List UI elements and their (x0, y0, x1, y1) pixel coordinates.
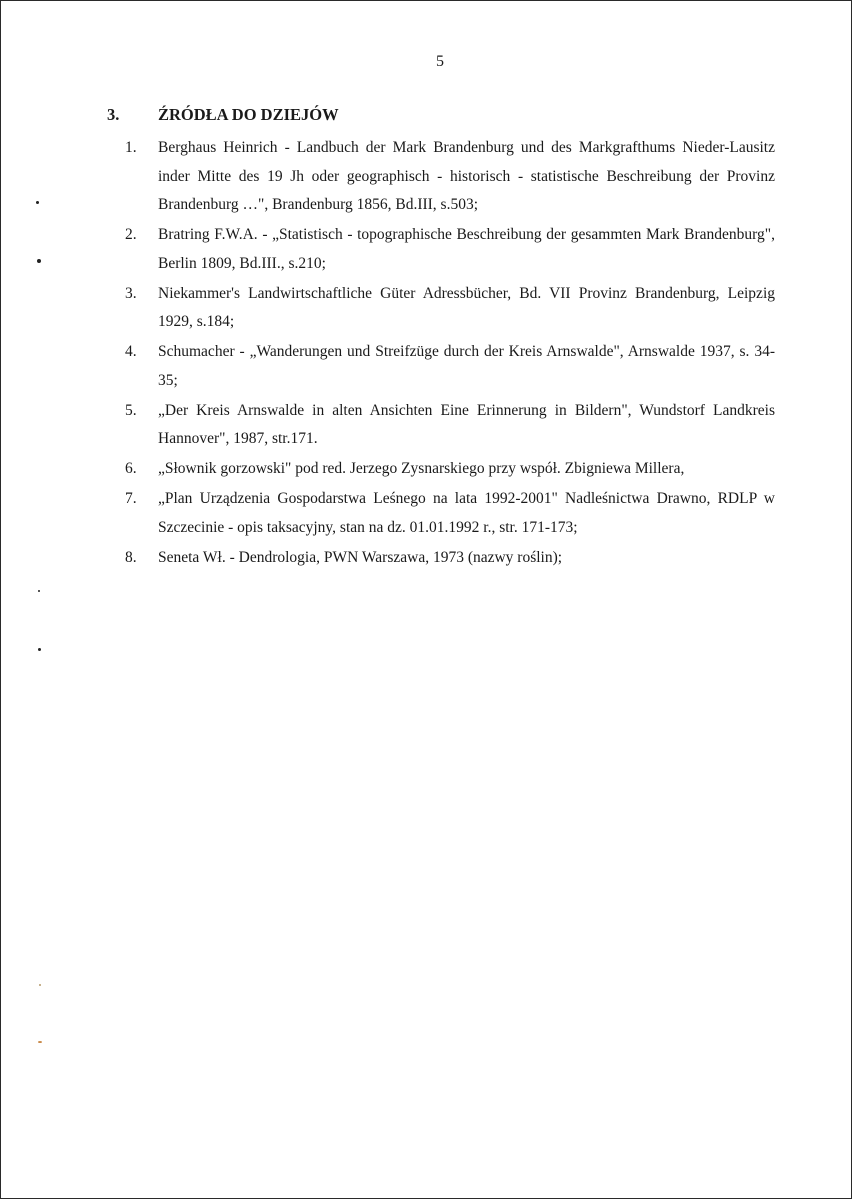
scan-speck (38, 648, 41, 651)
reference-item (125, 397, 775, 454)
reference-number: 8. (125, 548, 137, 566)
scan-speck (37, 259, 41, 263)
reference-number: 3. (125, 284, 137, 302)
reference-text: „Plan Urządzenia Gospodarstwa Leśnego na lata 1992-2001" Nadleśnictwa Drawno, RDLP w Szczecinie - opis taksacyjny, stan na dz. 01.01.1992 r., str. 171-173; (158, 490, 775, 536)
reference-item (125, 280, 775, 337)
reference-item (125, 485, 775, 542)
reference-item (125, 455, 775, 484)
reference-text: Bratring F.W.A. - „Statistisch - topographische Beschreibung der gesammten Mark Brandenburg", Berlin 1809, Bd.III., s.210; (158, 226, 775, 272)
section-heading (107, 105, 339, 125)
reference-text: Schumacher - „Wanderungen und Streifzüge durch der Kreis Arnswalde", Arnswalde 1937, s. 34-35; (158, 343, 775, 389)
reference-item (125, 338, 775, 395)
section-number: 3. (107, 105, 120, 124)
reference-item (125, 221, 775, 278)
reference-text: Seneta Wł. - Dendrologia, PWN Warszawa, 1973 (nazwy roślin); (158, 548, 563, 566)
section-title: ŹRÓDŁA DO DZIEJÓW (158, 105, 339, 124)
page-number: 5 (436, 53, 444, 70)
reference-number: 5. (125, 401, 137, 419)
reference-text: Berghaus Heinrich - Landbuch der Mark Brandenburg und des Markgrafthums Nieder-Lausitz inder Mitte des 19 Jh oder geographisch - historisch - statistische Beschreibung der Provinz Brandenburg …", Brandenburg 1856, Bd.III, s.503; (158, 139, 775, 213)
reference-number: 4. (125, 343, 137, 360)
reference-list (125, 134, 775, 574)
scan-speck (38, 1041, 42, 1043)
reference-number: 1. (125, 139, 137, 156)
reference-number: 2. (125, 226, 137, 243)
reference-number: 6. (125, 460, 137, 477)
reference-text: „Der Kreis Arnswalde in alten Ansichten Eine Erinnerung in Bildern", Wundstorf Landkreis Hannover", 1987, str.171. (158, 401, 775, 447)
reference-item (125, 134, 775, 220)
scan-speck (38, 590, 40, 592)
reference-text: „Słownik gorzowski" pod red. Jerzego Zysnarskiego przy współ. Zbigniewa Millera, (158, 460, 685, 477)
scan-speck (39, 984, 41, 986)
reference-text: Niekammer's Landwirtschaftliche Güter Adressbücher, Bd. VII Provinz Brandenburg, Leipzig 1929, s.184; (158, 284, 775, 330)
reference-item (125, 544, 775, 573)
scan-speck (36, 201, 39, 204)
reference-number: 7. (125, 490, 137, 507)
